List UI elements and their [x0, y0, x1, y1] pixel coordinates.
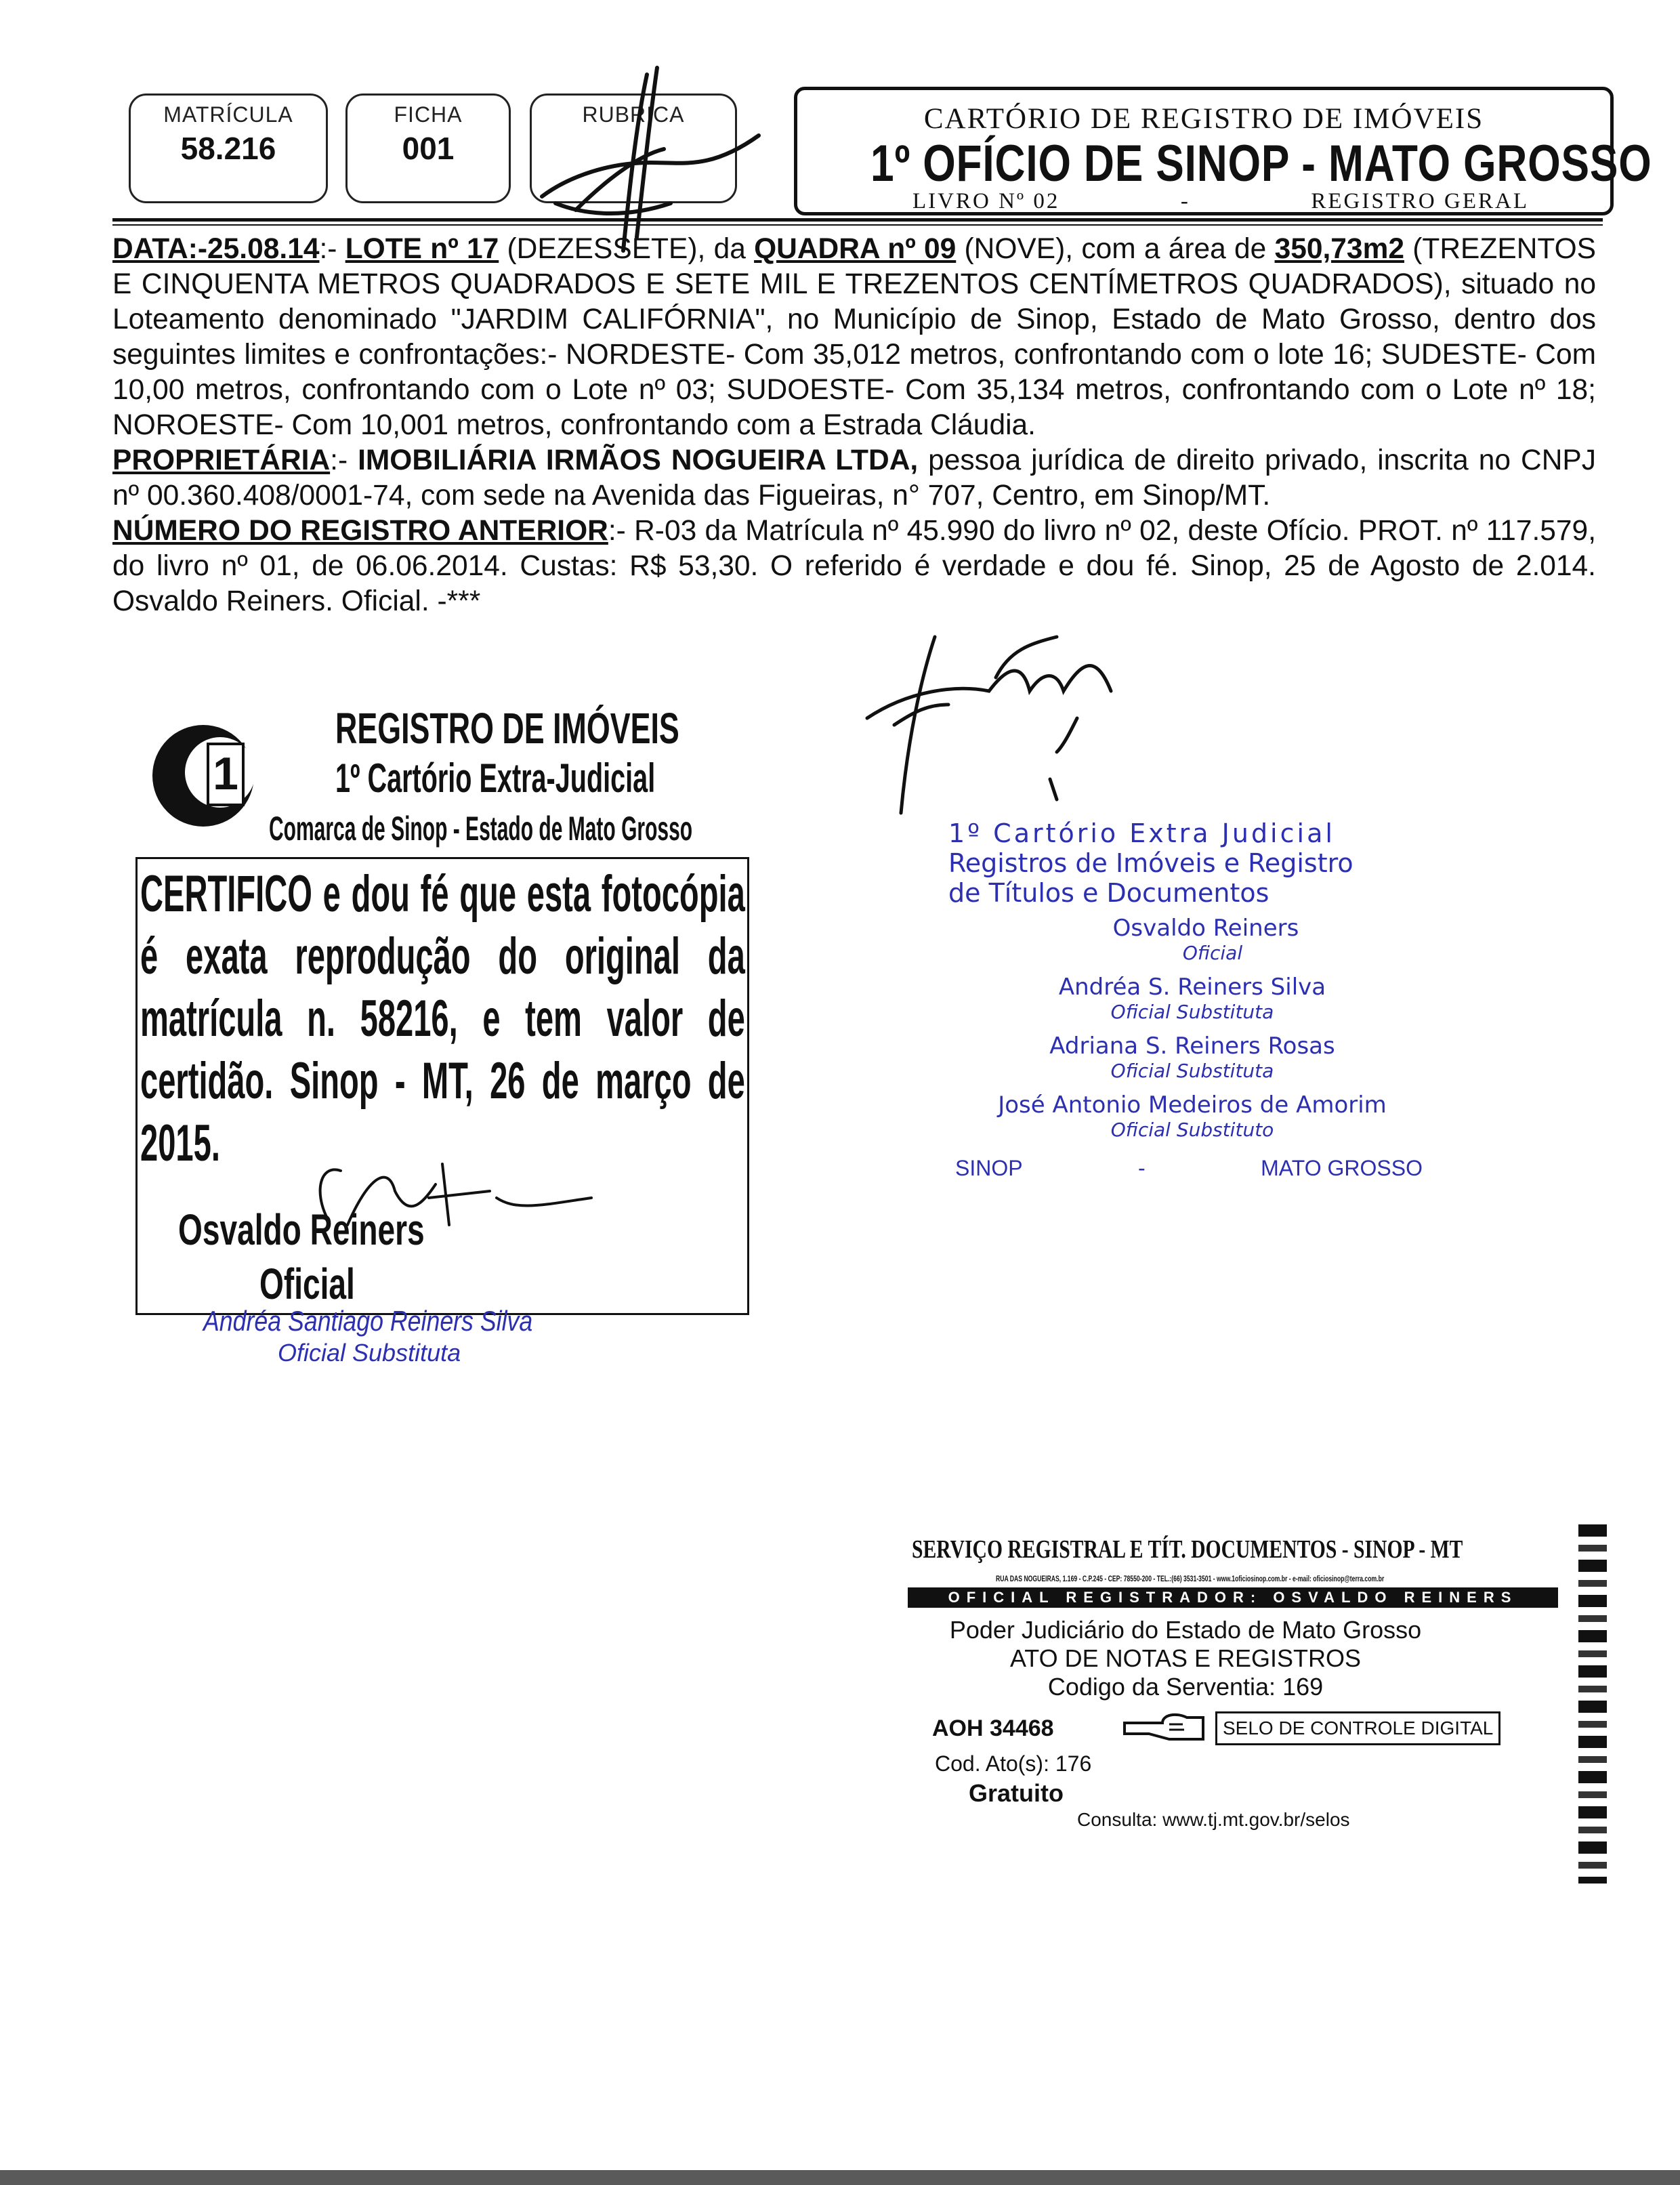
registration-entry — [112, 232, 1596, 619]
certifier-name: Osvaldo Reiners — [178, 1205, 425, 1254]
proprietaria-separator: :- — [330, 444, 358, 476]
livro-separator: - — [1180, 189, 1190, 213]
data-separator: :- — [319, 233, 345, 265]
blue-stamp-role-2: Oficial Substituta — [1110, 1001, 1274, 1023]
cartorio-title: CARTÓRIO DE REGISTRO DE IMÓVEIS — [923, 103, 1484, 135]
lote-description: (TREZENTOS E CINQUENTA METROS QUADRADOS E SETE MIL E TREZENTOS CENTÍMETROS QUADRADOS), situado no Loteamento denominado "JARDIM CALIFÓRNIA", no Município de Sinop, Estado de Mato Grosso, dentro dos seguintes limites e confrontações:- NORDESTE- Com 35,012 metros, confrontando com o lote 16; SUDESTE- Com 10,00 metros, confrontando com o Lote nº 03; SUDOESTE- Com 35,134 metros, confrontando com o Lote nº 18; NOROESTE- Com 10,001 metros, confrontando com a Estrada Cláudia. — [112, 233, 1596, 441]
oficio-title: 1º OFÍCIO DE SINOP - MATO GROSSO — [870, 135, 1652, 192]
blue-stamp-line-2: Registros de Imóveis e Registro — [948, 848, 1353, 878]
ficha-box — [345, 93, 511, 203]
matricula-value: 58.216 — [180, 131, 276, 166]
stamp-line-2: 1º Cartório Extra-Judicial — [335, 755, 656, 801]
seal-gratuito: Gratuito — [969, 1779, 1064, 1807]
quadra-label: QUADRA nº 09 — [754, 233, 957, 265]
proprietaria-label: PROPRIETÁRIA — [112, 444, 331, 476]
lote-paragraph — [112, 232, 1596, 443]
seal-code: AOH 34468 — [932, 1715, 1054, 1741]
anterior-separator: :- — [608, 515, 635, 547]
proprietaria-text: pessoa jurídica de direito privado, inscrita no CNPJ nº 00.360.408/0001-74, com sede na Avenida das Figueiras, n° 707, Centro, em Sinop/MT. — [112, 444, 1596, 512]
seal-title: SERVIÇO REGISTRAL E TÍT. DOCUMENTOS - SINOP - MT — [912, 1535, 1463, 1564]
blue-stamp-person-3: Adriana S. Reiners Rosas — [1049, 1033, 1335, 1060]
anterior-paragraph — [112, 514, 1596, 619]
blue-stamp-city: SINOP — [955, 1156, 1023, 1180]
rubrica-signature — [528, 61, 772, 257]
certifier-role: Oficial — [259, 1260, 355, 1308]
anterior-label: NÚMERO DO REGISTRO ANTERIOR — [112, 515, 608, 547]
seal-cod-ato: Cod. Ato(s): 176 — [935, 1751, 1092, 1776]
blue-stamp-line-3: de Títulos e Documentos — [948, 878, 1269, 908]
seal-address: RUA DAS NOGUEIRAS, 1.169 - C.P.245 - CEP: 78550-200 - TEL.:(66) 3531-3501 - www.1oficiosinop.com.br - e-mail: oficiosinop@terra.com.br — [996, 1574, 1385, 1583]
seal-line-3: Codigo da Serventia: 169 — [1047, 1673, 1324, 1701]
lote-label: LOTE nº 17 — [345, 233, 499, 265]
data-label: DATA:-25.08.14 — [112, 233, 320, 265]
registro-geral: REGISTRO GERAL — [1311, 189, 1529, 213]
cartorio-blue-stamp — [935, 818, 1450, 1181]
cartorio-header — [794, 87, 1652, 215]
seal-perforation — [1578, 1524, 1607, 1884]
blue-stamp-person-1: Osvaldo Reiners — [1112, 915, 1299, 942]
blue-stamp-line-1: 1º Cartório Extra Judicial — [948, 818, 1335, 848]
pointing-hand-icon — [1122, 1708, 1210, 1749]
livro-number: LIVRO Nº 02 — [912, 189, 1060, 213]
blue-stamp-state: MATO GROSSO — [1261, 1156, 1423, 1180]
area-label: 350,73m2 — [1274, 233, 1404, 265]
ficha-label: FICHA — [394, 102, 463, 127]
seal-selo-label: SELO DE CONTROLE DIGITAL — [1215, 1711, 1500, 1745]
matricula-box — [129, 93, 328, 203]
ficha-value: 001 — [402, 131, 455, 166]
blue-stamp-dash: - — [1138, 1156, 1146, 1180]
blue-stamp-person-4: José Antonio Medeiros de Amorim — [998, 1091, 1387, 1119]
stamp-line-1: REGISTRO DE IMÓVEIS — [335, 704, 679, 753]
blue-stamp-role-1: Oficial — [1182, 942, 1243, 964]
digital-seal — [908, 1528, 1572, 1831]
substitute-name: Andréa Santiago Reiners Silva — [203, 1305, 533, 1337]
proprietaria-paragraph — [112, 443, 1596, 514]
proprietaria-name: IMOBILIÁRIA IRMÃOS NOGUEIRA LTDA, — [358, 444, 919, 476]
substitute-role: Oficial Substituta — [278, 1339, 461, 1367]
blue-stamp-role-4: Oficial Substituto — [1110, 1119, 1274, 1141]
scan-footer-bar — [0, 2170, 1680, 2185]
seal-line-2: ATO DE NOTAS E REGISTROS — [1009, 1644, 1362, 1672]
stamp-line-3: Comarca de Sinop - Estado de Mato Grosso — [269, 810, 693, 848]
quadra-text: (NOVE), com a área de — [956, 233, 1275, 265]
blue-stamp-location — [935, 1156, 1450, 1181]
lote-text: (DEZESSETE), da — [499, 233, 755, 265]
seal-registrador-band: OFICIAL REGISTRADOR: OSVALDO REINERS — [908, 1587, 1558, 1608]
anterior-text: R-03 da Matrícula nº 45.990 do livro nº 02, deste Ofício. PROT. nº 117.579, do livro nº 01, de 06.06.2014. Custas: R$ 53,30. O referido é verdade e dou fé. Sinop, 25 de Agosto de 2.014. Osvaldo Reiners. Oficial. -*** — [112, 515, 1597, 617]
seal-consulta: Consulta: www.tj.mt.gov.br/selos — [1077, 1809, 1350, 1830]
certification-text: CERTIFICO e dou fé que esta fotocópia é exata reprodução do original da matrícula n. 58216, e tem valor de certidão. Sinop - MT, 26 de março de 2015. — [140, 865, 745, 1172]
blue-stamp-role-3: Oficial Substituta — [1110, 1060, 1274, 1082]
oficial-signature — [854, 617, 1138, 827]
divider-line — [112, 218, 1603, 222]
blue-stamp-person-2: Andréa S. Reiners Silva — [1058, 974, 1326, 1001]
rubrica-label: RUBRICA — [582, 102, 685, 127]
seal-line-1: Poder Judiciário do Estado de Mato Grosso — [949, 1616, 1422, 1644]
matricula-label: MATRÍCULA — [163, 102, 293, 127]
divider-line — [112, 224, 1603, 226]
logo-numeral: 1 — [213, 748, 238, 799]
oficio-logo-icon — [146, 711, 274, 840]
certification-box — [135, 857, 749, 1315]
